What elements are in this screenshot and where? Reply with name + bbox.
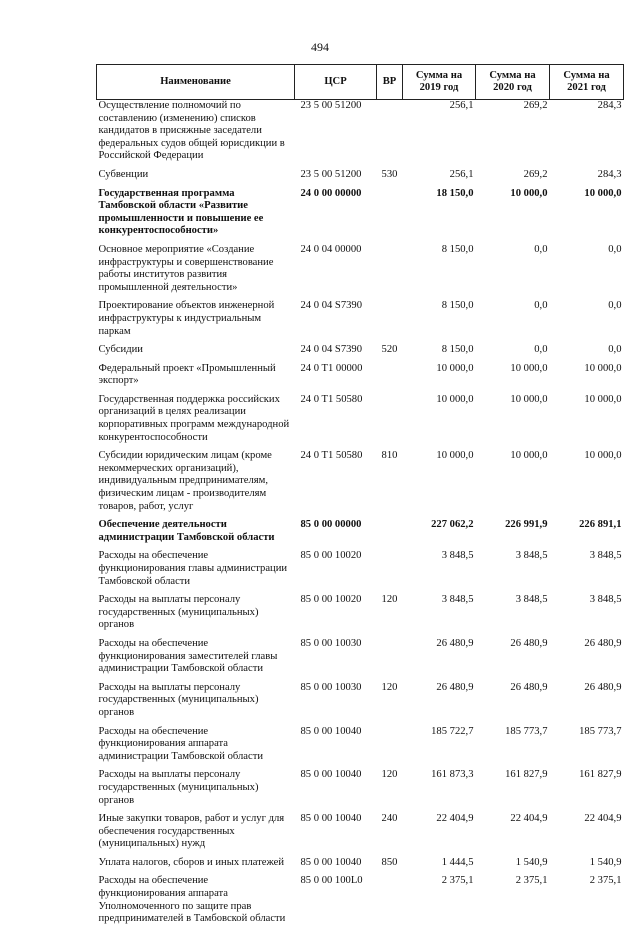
row-amount-2021: 10 000,0	[584, 450, 622, 462]
row-amount-2020: 1 540,9	[515, 856, 548, 868]
row-amount-2020: 185 773,7	[505, 725, 548, 737]
row-vr: 810	[381, 450, 398, 462]
row-amount-2020: 2 375,1	[515, 875, 548, 887]
table-row	[97, 726, 624, 770]
row-amount-2019: 227 062,2	[431, 519, 474, 531]
header-2020: Сумма на 2020 год	[476, 65, 550, 100]
row-name: Иные закупки товаров, работ и услуг для обеспечения государственных (муниципальных) нужд	[98, 813, 285, 850]
row-amount-2019: 3 848,5	[441, 594, 474, 606]
row-amount-2021: 3 848,5	[589, 550, 622, 562]
row-code: 24 0 T1 00000	[300, 362, 363, 374]
row-code: 24 0 T1 50580	[300, 393, 363, 405]
row-code: 85 0 00 10040	[300, 725, 362, 737]
row-vr	[377, 363, 403, 394]
row-amount-2021: 185 773,7	[579, 725, 622, 737]
row-vr	[377, 100, 403, 169]
row-name: Основное мероприятие «Создание инфраструктуры и совершенствование работы институтов развития промышленной деятельности»	[98, 243, 274, 293]
row-vr	[377, 188, 403, 244]
table-row	[97, 100, 624, 169]
table-body	[97, 100, 624, 932]
row-vr: 520	[381, 344, 398, 356]
row-amount-2021: 0,0	[608, 243, 622, 255]
table-row	[97, 244, 624, 300]
row-amount-2021: 3 848,5	[589, 594, 622, 606]
row-vr	[377, 875, 403, 931]
row-amount-2020: 0,0	[534, 300, 548, 312]
row-code: 85 0 00 10020	[300, 550, 362, 562]
row-vr	[377, 726, 403, 770]
row-amount-2021: 284,3	[597, 100, 622, 111]
page-number: 494	[311, 40, 329, 54]
row-vr: 120	[381, 594, 398, 606]
row-amount-2020: 161 827,9	[505, 769, 548, 781]
row-amount-2019: 10 000,0	[436, 393, 474, 405]
table-row	[97, 875, 624, 931]
row-amount-2020: 10 000,0	[510, 393, 548, 405]
row-vr	[377, 244, 403, 300]
row-code: 24 0 04 S7390	[300, 300, 363, 312]
row-code: 85 0 00 10040	[300, 769, 362, 781]
row-amount-2019: 256,1	[449, 168, 474, 180]
row-name: Государственная программа Тамбовской области «Развитие промышленности и повышение ее конкурентоспособности»	[98, 187, 264, 237]
row-amount-2019: 18 150,0	[436, 187, 474, 199]
header-name: Наименование	[97, 65, 295, 100]
row-amount-2020: 26 480,9	[510, 637, 548, 649]
row-amount-2019: 185 722,7	[431, 725, 474, 737]
table-header	[97, 65, 624, 100]
row-amount-2021: 10 000,0	[584, 393, 622, 405]
table-row	[97, 638, 624, 682]
row-name: Федеральный проект «Промышленный экспорт»	[98, 362, 276, 387]
row-amount-2019: 2 375,1	[441, 875, 474, 887]
row-amount-2021: 26 480,9	[584, 637, 622, 649]
table-row	[97, 594, 624, 638]
row-name: Государственная поддержка российских организаций в целях реализации корпоративных программ международной конкурентоспособности	[98, 393, 290, 443]
header-2019: Сумма на 2019 год	[403, 65, 476, 100]
row-vr	[377, 550, 403, 594]
row-name: Субвенции	[98, 168, 149, 180]
row-amount-2019: 26 480,9	[436, 681, 474, 693]
row-vr: 120	[381, 769, 398, 781]
row-name: Обеспечение деятельности администрации Тамбовской области	[98, 519, 275, 543]
row-code: 85 0 00 10030	[300, 681, 362, 693]
row-amount-2020: 26 480,9	[510, 681, 548, 693]
row-code: 85 0 00 10020	[300, 594, 362, 606]
table-row	[97, 813, 624, 857]
row-amount-2019: 1 444,5	[441, 856, 474, 868]
row-vr: 240	[381, 813, 398, 825]
row-code: 85 0 00 10040	[300, 813, 362, 825]
row-code: 85 0 00 10040	[300, 856, 362, 868]
row-vr	[377, 638, 403, 682]
row-code: 24 0 04 00000	[300, 243, 362, 255]
table-row	[97, 857, 624, 876]
row-vr: 530	[381, 168, 398, 180]
row-amount-2020: 269,2	[523, 100, 548, 111]
row-amount-2019: 10 000,0	[436, 362, 474, 374]
row-amount-2020: 10 000,0	[510, 362, 548, 374]
row-amount-2019: 161 873,3	[431, 769, 474, 781]
row-amount-2020: 269,2	[523, 168, 548, 180]
row-amount-2019: 8 150,0	[441, 243, 474, 255]
row-amount-2021: 22 404,9	[584, 813, 622, 825]
row-code: 23 5 00 51200	[300, 100, 362, 111]
table-row	[97, 682, 624, 726]
row-amount-2020: 10 000,0	[510, 450, 548, 462]
row-amount-2019: 8 150,0	[441, 344, 474, 356]
row-name: Расходы на обеспечение функционирования заместителей главы администрации Тамбовской области	[98, 637, 278, 675]
row-amount-2021: 2 375,1	[589, 875, 622, 887]
row-amount-2021: 284,3	[597, 168, 622, 180]
row-amount-2021: 0,0	[608, 344, 622, 356]
table-row	[97, 450, 624, 519]
row-vr	[377, 300, 403, 344]
table-row	[97, 188, 624, 244]
row-amount-2021: 1 540,9	[589, 856, 622, 868]
table-row	[97, 550, 624, 594]
row-name: Расходы на обеспечение функционирования аппарата администрации Тамбовской области	[98, 725, 263, 762]
row-code: 85 0 00 10030	[300, 637, 362, 649]
table-row	[97, 169, 624, 188]
row-vr: 120	[381, 681, 398, 693]
row-amount-2019: 10 000,0	[436, 450, 474, 462]
table-row	[97, 300, 624, 344]
row-name: Уплата налогов, сборов и иных платежей	[98, 856, 285, 868]
row-vr	[377, 394, 403, 450]
row-amount-2020: 22 404,9	[510, 813, 548, 825]
row-amount-2019: 8 150,0	[441, 300, 474, 312]
row-name: Расходы на выплаты персоналу государственных (муниципальных) органов	[98, 594, 259, 631]
row-vr	[377, 519, 403, 550]
row-amount-2020: 0,0	[534, 243, 548, 255]
row-name: Расходы на обеспечение функционирования аппарата Уполномоченного по защите прав предпринимателей в Тамбовской области	[98, 875, 286, 925]
row-vr: 850	[381, 856, 398, 868]
row-amount-2021: 161 827,9	[579, 769, 622, 781]
header-code: ЦСР	[295, 65, 377, 100]
table-row	[97, 769, 624, 813]
row-amount-2021: 10 000,0	[584, 187, 622, 199]
row-amount-2020: 3 848,5	[515, 550, 548, 562]
row-amount-2019: 26 480,9	[436, 637, 474, 649]
row-name: Расходы на выплаты персоналу государственных (муниципальных) органов	[98, 681, 259, 718]
header-2021: Сумма на 2021 год	[550, 65, 624, 100]
row-code: 85 0 00 00000	[300, 519, 362, 531]
row-amount-2019: 3 848,5	[441, 550, 474, 562]
table-row	[97, 363, 624, 394]
row-amount-2020: 226 991,9	[505, 519, 548, 531]
row-amount-2020: 3 848,5	[515, 594, 548, 606]
row-amount-2019: 22 404,9	[436, 813, 474, 825]
row-code: 24 0 04 S7390	[300, 344, 363, 356]
row-amount-2020: 0,0	[534, 344, 548, 356]
row-amount-2019: 256,1	[449, 100, 474, 111]
row-code: 85 0 00 100L0	[300, 875, 363, 887]
header-row	[97, 65, 624, 100]
row-name: Проектирование объектов инженерной инфраструктуры к индустриальным паркам	[98, 300, 275, 337]
row-code: 23 5 00 51200	[300, 168, 362, 180]
table-row	[97, 344, 624, 363]
row-name: Субсидии	[98, 344, 143, 356]
row-amount-2021: 10 000,0	[584, 362, 622, 374]
row-name: Субсидии юридическим лицам (кроме некоммерческих организаций), индивидуальным предпринимателям, физическим лицам - производителям товаров, работ, услуг	[98, 450, 272, 512]
table-row	[97, 394, 624, 450]
row-code: 24 0 00 00000	[300, 187, 362, 199]
row-amount-2021: 0,0	[608, 300, 622, 312]
budget-table	[96, 64, 624, 932]
row-amount-2020: 10 000,0	[510, 187, 548, 199]
row-amount-2021: 26 480,9	[584, 681, 622, 693]
table-row	[97, 519, 624, 550]
row-name: Осуществление полномочий по составлению (изменению) списков кандидатов в присяжные заседатели федеральных судов общей юрисдикции в Российской Федерации	[98, 100, 285, 162]
row-amount-2021: 226 891,1	[579, 519, 622, 531]
row-name: Расходы на выплаты персоналу государственных (муниципальных) органов	[98, 769, 259, 806]
header-vr: ВР	[377, 65, 403, 100]
row-name: Расходы на обеспечение функционирования главы администрации Тамбовской области	[98, 550, 288, 587]
row-code: 24 0 T1 50580	[300, 450, 363, 462]
